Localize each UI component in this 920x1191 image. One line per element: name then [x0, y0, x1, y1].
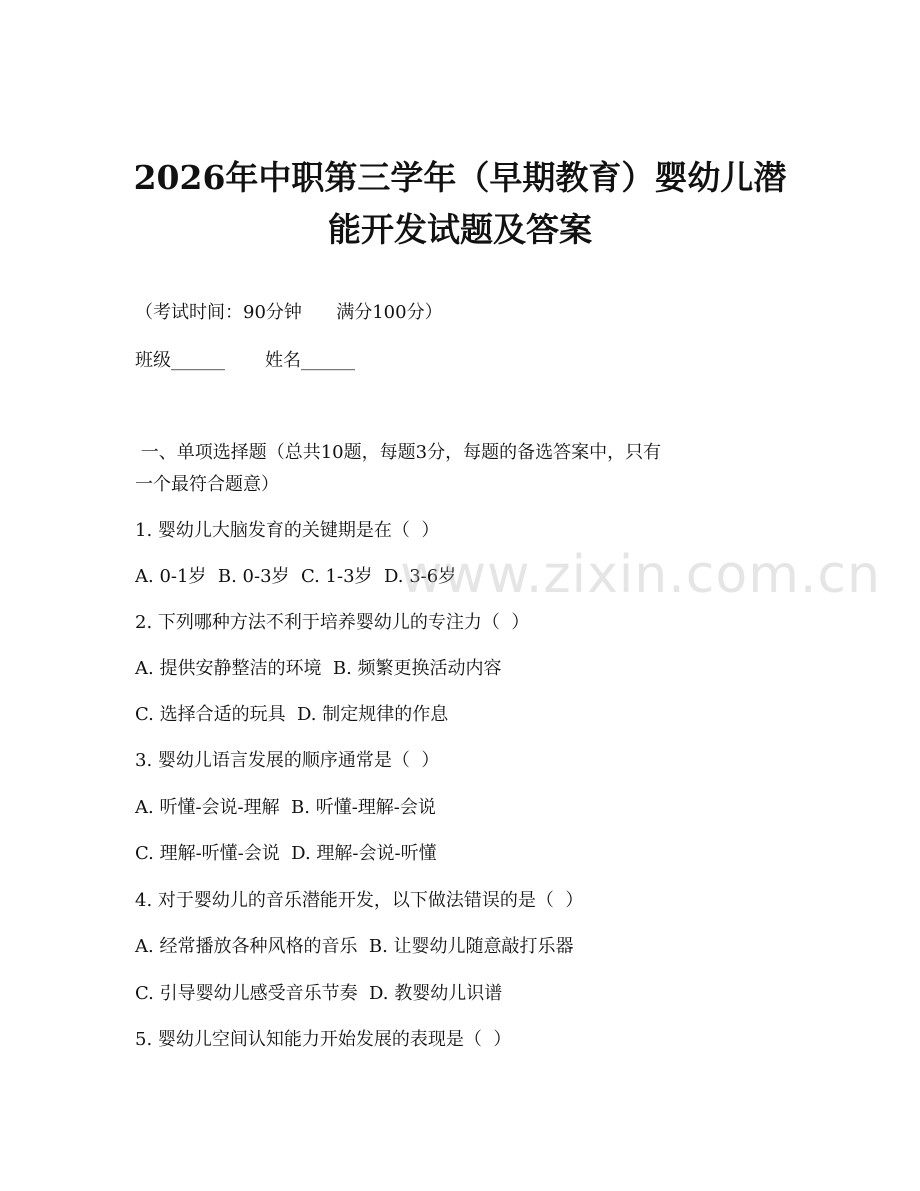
question-2-options-line-1: A. 提供安静整洁的环境 B. 频繁更换活动内容 — [135, 658, 502, 679]
question-5-stem: 5. 婴幼儿空间认知能力开始发展的表现是（ ） — [135, 1029, 512, 1050]
class-name-fields: 班级______ 姓名______ — [135, 350, 356, 371]
section-heading-line-2: 一个最符合题意） — [135, 474, 279, 495]
question-3-options-line-2: C. 理解-听懂-会说 D. 理解-会说-听懂 — [135, 843, 437, 864]
watermark: www.zixin.com.cn — [400, 545, 881, 605]
exam-info: （考试时间：90分钟 满分100分） — [135, 302, 443, 323]
question-2-stem: 2. 下列哪种方法不利于培养婴幼儿的专注力（ ） — [135, 612, 530, 633]
question-4-options-line-1: A. 经常播放各种风格的音乐 B. 让婴幼儿随意敲打乐器 — [135, 936, 574, 957]
document-title-line-2: 能开发试题及答案 — [328, 210, 592, 249]
question-1-options: A. 0-1岁 B. 0-3岁 C. 1-3岁 D. 3-6岁 — [135, 566, 457, 587]
section-heading-line-1: 一、单项选择题（总共10题，每题3分，每题的备选答案中，只有 — [135, 442, 662, 463]
question-4-stem: 4. 对于婴幼儿的音乐潜能开发，以下做法错误的是（ ） — [135, 890, 584, 911]
question-4-options-line-2: C. 引导婴幼儿感受音乐节奏 D. 教婴幼儿识谱 — [135, 983, 503, 1004]
question-3-stem: 3. 婴幼儿语言发展的顺序通常是（ ） — [135, 750, 440, 771]
document-title-line-1: 2026年中职第三学年（早期教育）婴幼儿潜 — [133, 158, 787, 197]
question-3-options-line-1: A. 听懂-会说-理解 B. 听懂-理解-会说 — [135, 797, 436, 818]
question-2-options-line-2: C. 选择合适的玩具 D. 制定规律的作息 — [135, 704, 449, 725]
question-1-stem: 1. 婴幼儿大脑发育的关键期是在（ ） — [135, 520, 440, 541]
